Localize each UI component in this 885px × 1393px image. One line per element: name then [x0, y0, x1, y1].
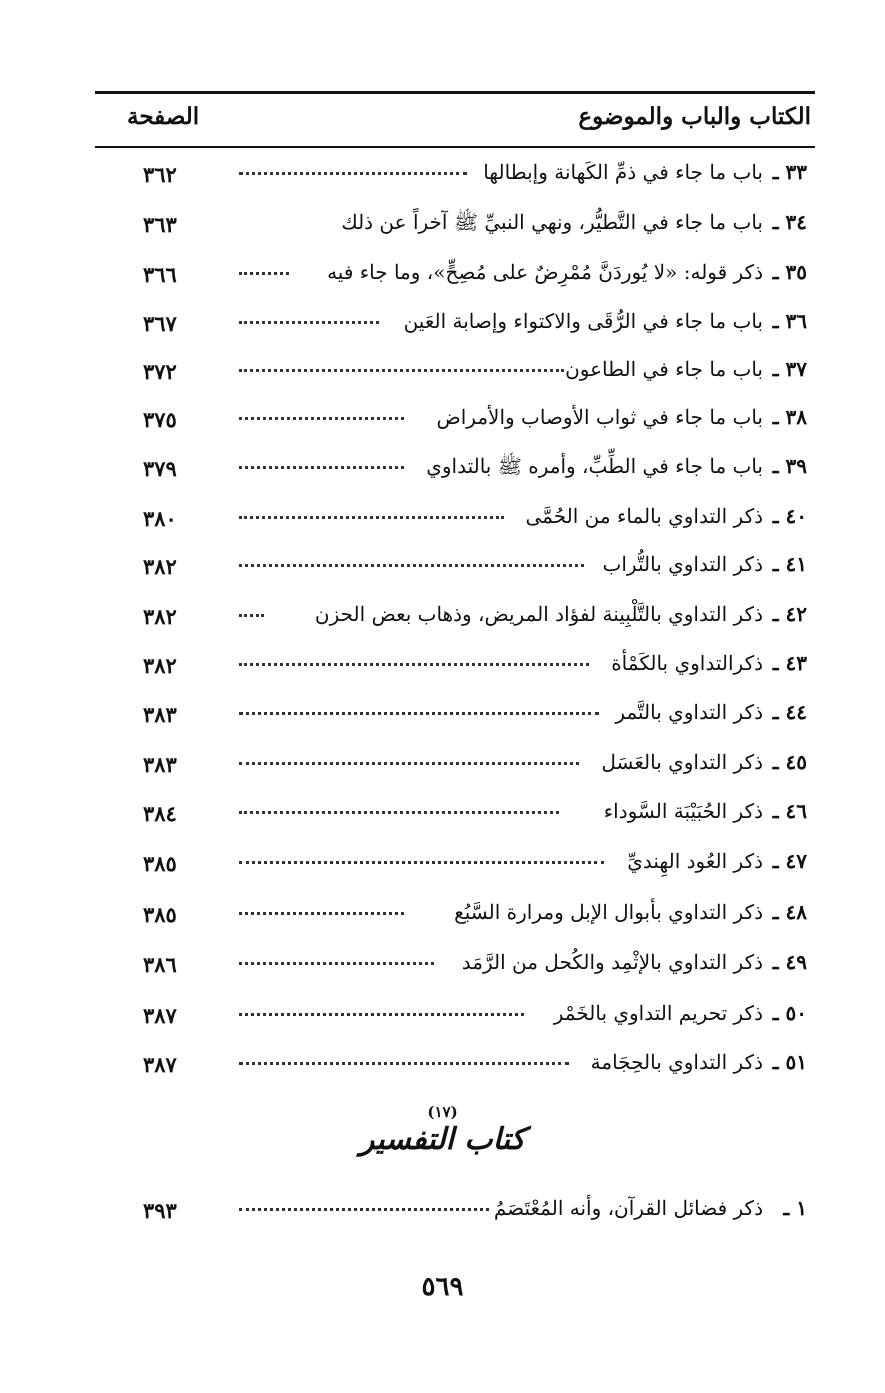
- entry-page: ٣٨٣: [143, 752, 177, 777]
- dot-leader: [239, 962, 434, 965]
- toc-entry: [95, 946, 815, 986]
- entry-title: باب ما جاء في الطاعون: [565, 357, 763, 381]
- entry-page: ٣٦٢: [143, 162, 177, 187]
- entry-number: ٣٧ ـ: [772, 357, 807, 381]
- toc-entry: [95, 450, 815, 490]
- entry-page: ٣٨٥: [143, 902, 177, 927]
- toc-entry: [95, 845, 815, 885]
- entry-title: ذكر التداوي بالتَّلْبِينة لفؤاد المريض، وذهاب بعض الحزن: [314, 602, 763, 626]
- entry-number: ٤٧ ـ: [772, 849, 807, 873]
- toc-entry: [95, 896, 815, 936]
- toc-entry: [95, 598, 815, 638]
- entry-number: ٣٥ ـ: [772, 260, 807, 284]
- book-number: (١٧): [427, 1103, 458, 1121]
- dot-leader: [239, 712, 599, 715]
- entry-title: ذكر فضائل القرآن، وأنه المُعْتَصَمُ: [493, 1196, 763, 1220]
- column-header-page: الصفحة: [127, 103, 200, 130]
- toc-entry: [95, 305, 815, 345]
- entry-number: ٥١ ـ: [772, 1050, 807, 1074]
- entry-page: ٣٩٣: [143, 1198, 177, 1223]
- toc-entry: [95, 500, 815, 540]
- entry-number: ٤٥ ـ: [772, 750, 807, 774]
- entry-title: ذكر التداوي بالماء من الحُمَّى: [525, 504, 763, 528]
- dot-leader: [239, 1062, 569, 1065]
- toc-entry: [95, 353, 815, 393]
- toc-entry: [95, 1046, 815, 1086]
- entry-number: ٣٤ ـ: [772, 210, 807, 234]
- dot-leader: [239, 1013, 524, 1016]
- entry-page: ٣٨٤: [143, 801, 177, 826]
- dot-leader: [239, 861, 604, 864]
- column-header-topic: الكتاب والباب والموضوع: [578, 103, 811, 130]
- toc-entry: [95, 548, 815, 588]
- dot-leader: [239, 417, 404, 420]
- entry-number: ٥٠ ـ: [772, 1001, 807, 1025]
- dot-leader: [239, 912, 404, 915]
- entry-title: ذكر الحُبَيْبَة السَّوداء: [603, 799, 763, 823]
- entry-number: ١ ـ: [783, 1196, 807, 1220]
- entry-title: ذكر التداوي بالتُّراب: [602, 552, 763, 576]
- entry-title: ذكر تحريم التداوي بالخَمْر: [553, 1001, 763, 1025]
- toc-entry: [95, 401, 815, 441]
- entry-page: ٣٧٥: [143, 407, 177, 432]
- top-rule: [95, 91, 815, 94]
- toc-entry: [95, 156, 815, 196]
- entry-number: ٣٦ ـ: [772, 309, 807, 333]
- book-title-calligraphy: كتاب التفسير: [359, 1122, 526, 1157]
- toc-entry: [95, 1192, 815, 1232]
- entry-title: ذكر العُود الهِنديِّ: [627, 849, 763, 873]
- dot-leader: [239, 614, 264, 617]
- entry-page: ٣٧٩: [143, 456, 177, 481]
- entry-number: ٤٩ ـ: [772, 950, 807, 974]
- entry-number: ٤٠ ـ: [772, 504, 807, 528]
- dot-leader: [239, 272, 289, 275]
- entry-number: ٤٨ ـ: [772, 900, 807, 924]
- entry-title: ذكر التداوي بالحِجَامة: [590, 1050, 763, 1074]
- entry-page: ٣٨٥: [143, 851, 177, 876]
- entry-title: ذكر التداوي بالعَسَل: [601, 750, 763, 774]
- entry-page: ٣٨٠: [143, 506, 177, 531]
- entry-title: ذكر قوله: «لا يُوردَنَّ مُمْرِضٌ على مُصِحٍّ»، وما جاء فيه: [327, 260, 763, 284]
- entry-page: ٣٨٣: [143, 702, 177, 727]
- entry-title: ذكرالتداوي بالكَمْأة: [611, 651, 763, 675]
- toc-entry: [95, 696, 815, 736]
- entry-number: ٤٤ ـ: [772, 700, 807, 724]
- toc-entry: [95, 997, 815, 1037]
- entry-page: ٣٦٣: [143, 212, 177, 237]
- entry-page: ٣٨٧: [143, 1052, 177, 1077]
- dot-leader: [239, 516, 504, 519]
- entry-title: باب ما جاء في الطِّبِّ، وأمره ﷺ بالتداوي: [426, 454, 763, 478]
- page-number: ٥٦٩: [421, 1272, 464, 1302]
- dot-leader: [239, 321, 379, 324]
- toc-entry: [95, 795, 815, 835]
- dot-leader: [239, 369, 564, 372]
- entry-number: ٣٣ ـ: [772, 160, 807, 184]
- entry-page: ٣٨٢: [143, 653, 177, 678]
- toc-entry: [95, 206, 815, 246]
- entry-title: باب ما جاء في ثواب الأوصاب والأمراض: [436, 405, 763, 429]
- entry-page: ٣٦٧: [143, 311, 177, 336]
- toc-entry: [95, 647, 815, 687]
- entry-page: ٣٨٢: [143, 554, 177, 579]
- entry-page: ٣٨٧: [143, 1003, 177, 1028]
- entry-page: ٣٨٦: [143, 952, 177, 977]
- entry-number: ٤٦ ـ: [772, 799, 807, 823]
- dot-leader: [239, 1208, 489, 1211]
- toc-entry: [95, 746, 815, 786]
- entry-number: ٤٢ ـ: [772, 602, 807, 626]
- toc-entry: [95, 256, 815, 296]
- dot-leader: [239, 762, 579, 765]
- entry-title: باب ما جاء في الرُّقَى والاكتواء وإصابة العَين: [403, 309, 763, 333]
- dot-leader: [239, 564, 584, 567]
- entry-title: باب ما جاء في ذمِّ الكَهانة وإبطالها: [483, 160, 763, 184]
- dot-leader: [239, 466, 404, 469]
- entry-title: ذكر التداوي بالإثْمِد والكُحل من الرَّمَد: [461, 950, 763, 974]
- entry-number: ٣٨ ـ: [772, 405, 807, 429]
- entry-number: ٤٣ ـ: [772, 651, 807, 675]
- entry-page: ٣٧٢: [143, 359, 177, 384]
- entry-title: ذكر التداوي بأبوال الإبل ومرارة السَّبُع: [454, 900, 763, 924]
- entry-number: ٣٩ ـ: [772, 454, 807, 478]
- entry-page: ٣٨٢: [143, 604, 177, 629]
- entry-title: باب ما جاء في التَّطيُّر، ونهي النبيِّ ﷺ آخراً عن ذلك: [341, 210, 763, 234]
- entry-title: ذكر التداوي بالتَّمر: [615, 700, 763, 724]
- dot-leader: [239, 811, 559, 814]
- dot-leader: [239, 172, 467, 175]
- dot-leader: [239, 663, 589, 666]
- header-rule: [95, 146, 815, 148]
- entry-number: ٤١ ـ: [772, 552, 807, 576]
- entry-page: ٣٦٦: [143, 262, 177, 287]
